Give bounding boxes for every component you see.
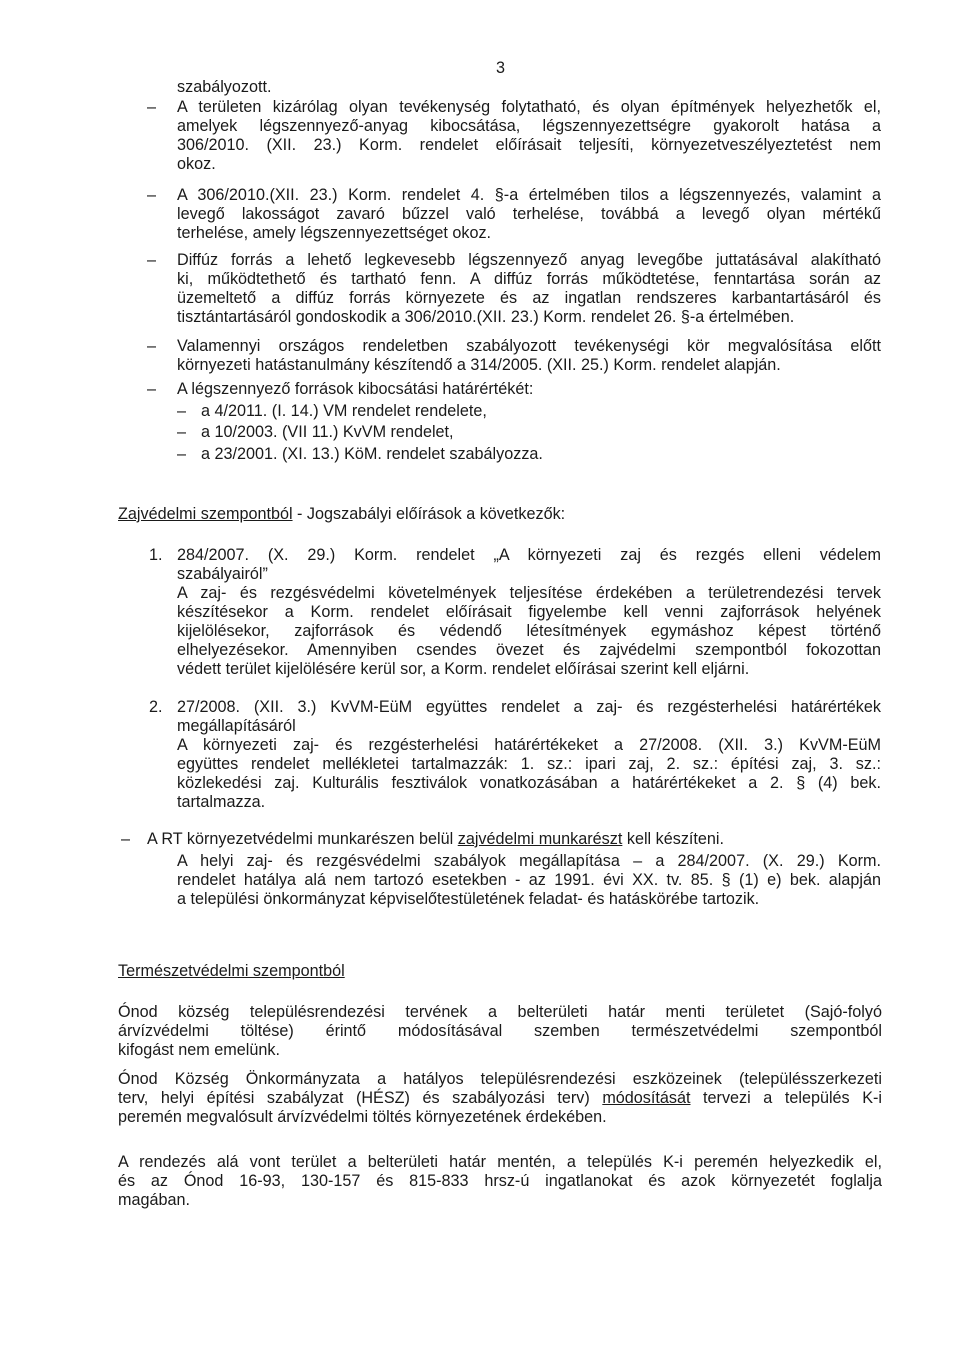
- nature-paragraph: [118, 1153, 882, 1210]
- text-line: terhelése, amely légszennyezettséget okoz.: [177, 224, 492, 242]
- text-line: A 306/2010.(XII. 23.) Korm. rendelet 4. §-a értelmében tilos a légszennyezés, valamint a: [177, 186, 881, 204]
- text-line: kifogást nem emelünk.: [118, 1041, 280, 1059]
- text-line: A környezeti zaj- és rezgésterhelési határértékeket a 27/2008. (XII. 3.) KvVM-EüM: [177, 736, 881, 754]
- numbered-item: [177, 698, 881, 812]
- sub-bullet-dash: –: [177, 445, 187, 463]
- text-segment: tervezi a település K-i: [690, 1089, 882, 1107]
- heading-underlined: Zajvédelmi szempontból: [118, 505, 293, 523]
- text-line: A helyi zaj- és rezgésvédelmi szabályok megállapítása – a 284/2007. (X. 29.) Korm.: [177, 852, 881, 870]
- text-line: és az Ónod 16-93, 130-157 és 815-833 hrsz-ú ingatlanokat és azok környezetét foglalja: [118, 1172, 882, 1190]
- numbered-item: [177, 546, 881, 679]
- text-line: Ónod Község Önkormányzata a hatályos településrendezési eszközeinek (településszerkezeti: [118, 1070, 882, 1088]
- text-line: elhelyezésekor. Amennyiben csendes övezet és zajvédelmi szempontból fokozottan: [177, 641, 881, 659]
- bullet-paragraph: [177, 337, 881, 375]
- text-line: a települési önkormányzat képviselőtestületének feladat- és hatáskörébe tartozik.: [177, 890, 760, 908]
- bullet-dash: –: [147, 337, 157, 355]
- text-line: A területen kizárólag olyan tevékenység folytatható, és olyan építmények helyezhetők el,: [177, 98, 881, 116]
- text-line: szabályairól”: [177, 565, 268, 583]
- rt-bullet-paragraph: [177, 852, 881, 909]
- bullet-paragraph: [177, 380, 881, 399]
- text-line: védett terület kijelölésére kerül sor, a Korm. rendelet előírásai szerint kell eljárni.: [177, 660, 750, 678]
- page-number: 3: [496, 59, 506, 77]
- sub-bullet-item: a 23/2001. (XI. 13.) KöM. rendelet szabályozza.: [201, 445, 543, 463]
- heading-rest: - Jogszabályi előírások a következők:: [292, 505, 566, 523]
- text-line: rendelet hatálya alá nem tartozó esetekben - az 1991. évi XX. tv. 85. § (1) e) bek. alapján: [177, 871, 881, 889]
- text-line: közlekedési zaj. Kulturális fesztiválok vonatkozásában a határértékeket a 2. § (4) bek.: [177, 774, 881, 792]
- text-segment: A RT környezetvédelmi munkarészen belül: [147, 830, 458, 848]
- text-line: tartalmazza.: [177, 793, 266, 811]
- text-line: készítésekor a Korm. rendelet előírásait figyelembe kell venni zajforrások helyének: [177, 603, 881, 621]
- text-line: üzemeltető a diffúz forrás környezete és az ingatlan rendszeres karbantartásáról és: [177, 289, 881, 307]
- text-line: peremén megvalósult árvízvédelmi töltés környezetének érdekében.: [118, 1108, 607, 1126]
- bullet-dash: –: [147, 98, 157, 116]
- text-line: 306/2010. (XII. 23.) Korm. rendelet előírásait teljesíti, környezetveszélyeztetést nem: [177, 136, 881, 154]
- sub-bullet-dash: –: [177, 402, 187, 420]
- text-line: A légszennyező források kibocsátási határértékét:: [177, 380, 534, 398]
- text-line: amelyek légszennyező-anyag kibocsátása, légszennyezettségre gyakorolt hatása a: [177, 117, 881, 135]
- text-line: levegő lakosságot zavaró bűzzel való terhelése, továbbá a levegő olyan mértékű: [177, 205, 881, 223]
- nature-section-heading: [118, 962, 345, 981]
- text-line: 284/2007. (X. 29.) Korm. rendelet „A környezeti zaj és rezgés elleni védelem: [177, 546, 881, 564]
- list-number: 2.: [149, 698, 163, 716]
- text-line: környezeti hatástanulmány készítendő a 314/2005. (XII. 25.) Korm. rendelet alapján.: [177, 356, 781, 374]
- nature-paragraph: [118, 1003, 882, 1060]
- bullet-dash: –: [147, 251, 157, 269]
- text-line: megállapításáról: [177, 717, 296, 735]
- list-number: 1.: [149, 546, 163, 564]
- text-line: szabályozott.: [177, 78, 272, 96]
- text-line: árvízvédelmi töltése) érintő módosításával szemben természetvédelmi szempontból: [118, 1022, 882, 1040]
- text-line: együttes rendelet mellékletei tartalmazzák: 1. sz.: ipari zaj, 2. sz.: építési zaj, 3. sz.:: [177, 755, 881, 773]
- text-line: Valamennyi országos rendeletben szabályozott tevékenységi kör megvalósítása előtt: [177, 337, 881, 355]
- nature-paragraph: [118, 1070, 882, 1127]
- bullet-paragraph: [177, 251, 881, 327]
- text-line: kijelölésekor, zajforrások és védendő létesítmények egymáshoz képest történő: [177, 622, 881, 640]
- text-line: A rendezés alá vont terület a belterületi határ mentén, a település K-i peremén helyezkedik el,: [118, 1153, 882, 1171]
- text-line: ki, működtethető és tartható fenn. A diffúz forrás működtetése, fenntartása során az: [177, 270, 881, 288]
- text-line: A zaj- és rezgésvédelmi követelmények teljesítése érdekében a területrendezési tervek: [177, 584, 881, 602]
- noise-section-heading: [118, 505, 565, 524]
- bullet-paragraph: [177, 186, 881, 243]
- text-line: magában.: [118, 1191, 190, 1209]
- text-line: tisztántartásáról gondoskodik a 306/2010.(XII. 23.) Korm. rendelet 26. §-a értelmében.: [177, 308, 795, 326]
- sub-bullet-dash: –: [177, 423, 187, 441]
- text-line: okoz.: [177, 155, 216, 173]
- underlined-term: módosítását: [602, 1089, 691, 1107]
- sub-bullet-item: a 10/2003. (VII 11.) KvVM rendelet,: [201, 423, 454, 441]
- text-line: Ónod község településrendezési tervének a belterületi határ menti területet (Sajó-folyó: [118, 1003, 882, 1021]
- text-line: 27/2008. (XII. 3.) KvVM-EüM együttes rendelet a zaj- és rezgésterhelési határértékek: [177, 698, 881, 716]
- text-segment: kell készíteni.: [622, 830, 725, 848]
- bullet-dash: –: [147, 186, 157, 204]
- underlined-term: zajvédelmi munkarészt: [457, 830, 623, 848]
- text-segment: terv, helyi építési szabályzat (HÉSZ) és szabályozási terv): [118, 1089, 603, 1107]
- text-line: Diffúz forrás a lehető legkevesebb légszennyező anyag levegőbe juttatásával alakítható: [177, 251, 881, 269]
- intro-line: [177, 78, 881, 97]
- heading-underlined: Természetvédelmi szempontból: [118, 962, 345, 980]
- rt-bullet-first-line: [147, 830, 724, 849]
- bullet-dash: –: [121, 830, 131, 848]
- bullet-paragraph: [177, 98, 881, 174]
- bullet-dash: –: [147, 380, 157, 398]
- sub-bullet-item: a 4/2011. (I. 14.) VM rendelet rendelete,: [201, 402, 487, 420]
